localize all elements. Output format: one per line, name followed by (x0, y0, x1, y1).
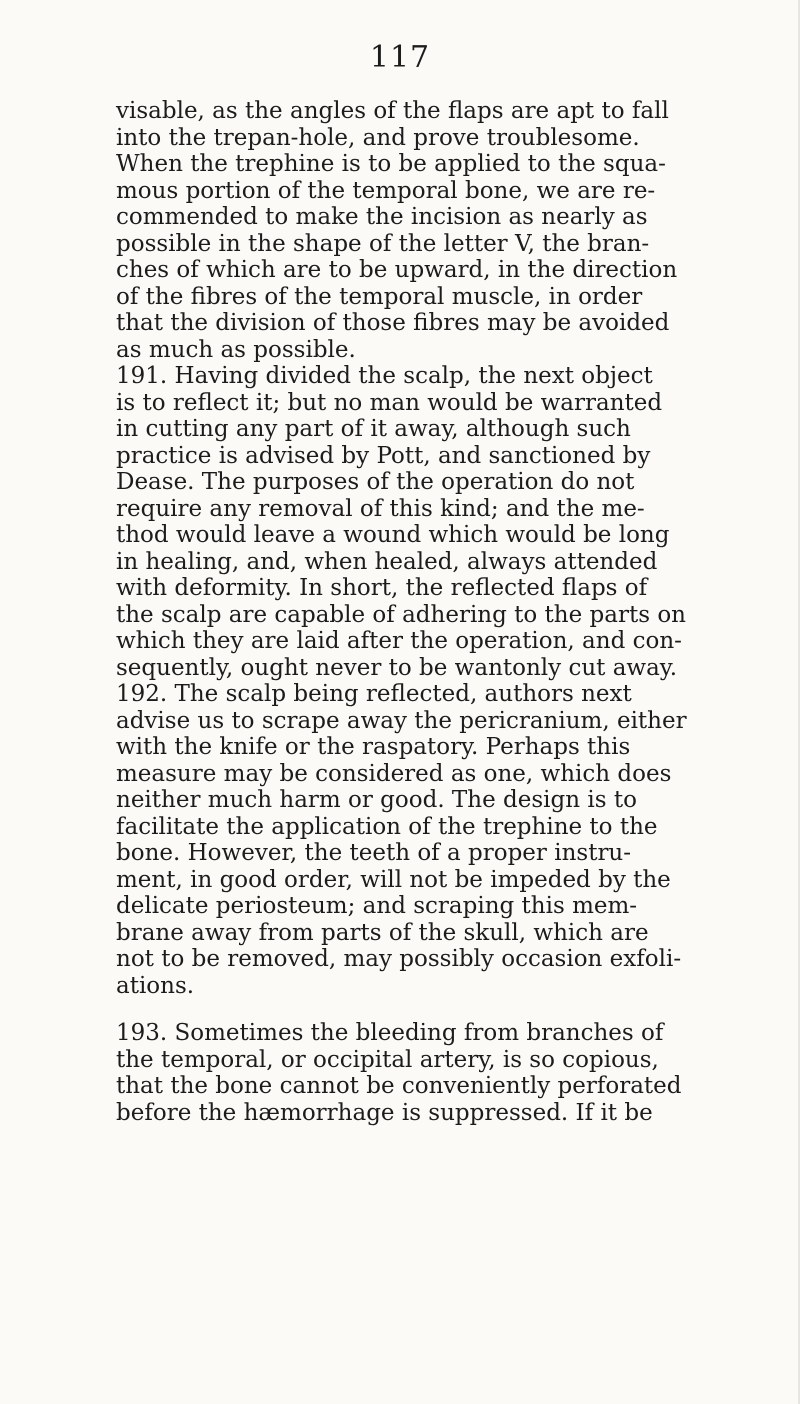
text-line: When the trephine is to be applied to the squa- (116, 151, 666, 177)
text-line: into the trepan-hole, and prove troublesome. (116, 124, 640, 151)
paragraph-192-start: 192. The scalp being reflected, authors next (116, 681, 632, 707)
text-line: of the fibres of the temporal muscle, in order (116, 283, 643, 310)
text-line: that the division of those fibres may be avoided (116, 310, 670, 336)
paragraph-193-start: 193. Sometimes the bleeding from branches of (116, 1020, 664, 1046)
text-line: practice is advised by Pott, and sanctioned by (116, 442, 651, 469)
text-line: visable, as the angles of the flaps are apt to fall (116, 98, 669, 124)
text-line: which they are laid after the operation, and con- (116, 628, 682, 654)
text-line: possible in the shape of the letter V, the bran- (116, 230, 650, 257)
text-line: that the bone cannot be conveniently perforated (116, 1073, 682, 1099)
text-line: in cutting any part of it away, although such (116, 416, 631, 442)
text-line: require any removal of this kind; and the me- (116, 495, 645, 522)
text-line: with deformity. In short, the reflected flaps of (116, 575, 648, 601)
text-line: facilitate the application of the trephine to the (116, 813, 658, 840)
text-line: ations. (116, 972, 195, 999)
text-line: advise us to scrape away the pericranium, either (116, 707, 687, 734)
paragraph-191-start: 191. Having divided the scalp, the next object (116, 363, 653, 389)
text-line: thod would leave a wound which would be long (116, 522, 670, 548)
text-line: sequently, ought never to be wantonly cut away. (116, 654, 678, 681)
text-line: as much as possible. (116, 336, 356, 363)
text-line: Dease. The purposes of the operation do not (116, 469, 635, 495)
text-line: neither much harm or good. The design is to (116, 787, 637, 813)
page-number: 117 (369, 40, 431, 75)
text-line: is to reflect it; but no man would be warranted (116, 389, 663, 416)
text-line: in healing, and, when healed, always attended (116, 548, 658, 575)
text-line: delicate periosteum; and scraping this mem- (116, 893, 638, 919)
text-line: ches of which are to be upward, in the direction (116, 257, 678, 283)
body-text (116, 98, 800, 1126)
text-line: ment, in good order, will not be impeded by the (116, 866, 671, 893)
text-line: commended to make the incision as nearly as (116, 204, 648, 230)
text-line: measure may be considered as one, which does (116, 760, 672, 787)
text-line: the temporal, or occipital artery, is so copious, (116, 1046, 659, 1073)
text-line: the scalp are capable of adhering to the parts on (116, 601, 686, 628)
text-line: bone. However, the teeth of a proper instru- (116, 840, 632, 866)
paragraph-gap (116, 999, 800, 1020)
text-line: brane away from parts of the skull, which are (116, 919, 649, 946)
text-line: mous portion of the temporal bone, we are re- (116, 177, 656, 204)
text-line: with the knife or the raspatory. Perhaps this (116, 734, 631, 760)
text-line: not to be removed, may possibly occasion exfoli- (116, 946, 682, 972)
text-line: before the hæmorrhage is suppressed. If it be (116, 1099, 653, 1126)
